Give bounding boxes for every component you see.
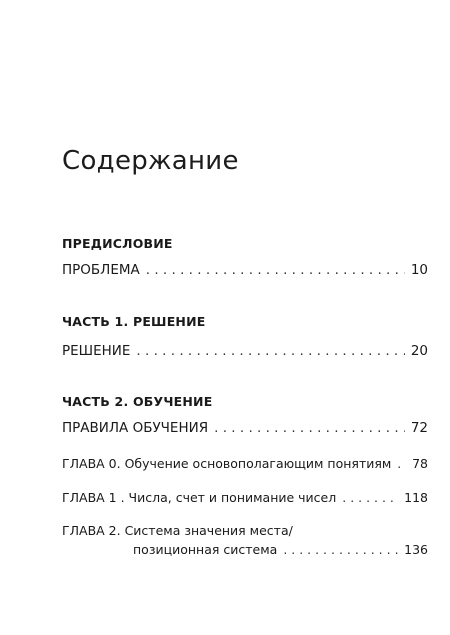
- toc-entry-label: ГЛАВА 2. Система значения места/: [62, 523, 293, 538]
- toc-entry-problem[interactable]: [62, 262, 428, 278]
- toc-entry-page: 10: [410, 262, 428, 278]
- leader-dots: [397, 456, 406, 471]
- toc-entry-page: 20: [410, 343, 428, 359]
- section-heading-preface: ПРЕДИСЛОВИЕ: [62, 236, 173, 251]
- toc-entry-page: 72: [410, 420, 428, 436]
- toc-entry-learning-rules[interactable]: [62, 420, 428, 436]
- leader-dots: [214, 420, 405, 436]
- section-heading-part-1: ЧАСТЬ 1. РЕШЕНИЕ: [62, 314, 206, 329]
- toc-entry-chapter-0[interactable]: [62, 456, 428, 471]
- page-title: Содержание: [62, 146, 239, 176]
- leader-dots: [146, 262, 405, 278]
- toc-entry-page: 136: [404, 542, 428, 557]
- toc-entry-chapter-1[interactable]: [62, 490, 428, 505]
- toc-entry-page: 78: [412, 456, 428, 471]
- toc-entry-label: ПРОБЛЕМА: [62, 262, 140, 278]
- leader-dots: [136, 343, 404, 359]
- toc-entry-label: РЕШЕНИЕ: [62, 343, 131, 359]
- section-heading-part-2: ЧАСТЬ 2. ОБУЧЕНИЕ: [62, 394, 213, 409]
- toc-entry-page: 118: [404, 490, 428, 505]
- toc-entry-label: ГЛАВА 1 . Числа, счет и понимание чисел: [62, 490, 337, 505]
- toc-entry-solution[interactable]: [62, 343, 428, 359]
- leader-dots: [342, 490, 398, 505]
- toc-entry-chapter-2[interactable]: [62, 523, 428, 557]
- toc-entry-label-continued: позиционная система: [133, 542, 278, 557]
- toc-entry-label: ГЛАВА 0. Обучение основополагающим понятиям: [62, 456, 392, 471]
- toc-entry-label: ПРАВИЛА ОБУЧЕНИЯ: [62, 420, 209, 436]
- leader-dots: [283, 542, 398, 557]
